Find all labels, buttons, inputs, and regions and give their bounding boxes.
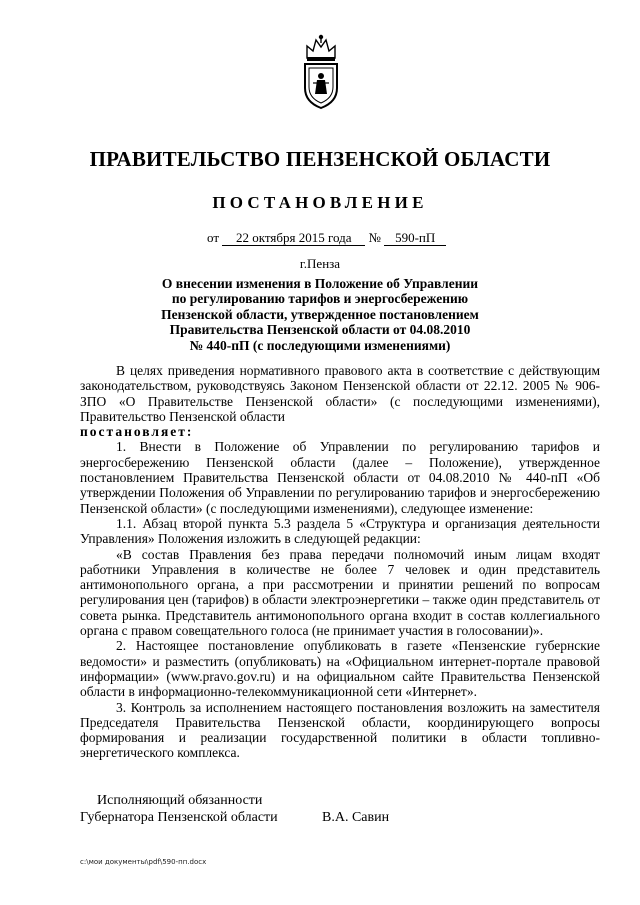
document-heading bbox=[120, 276, 520, 353]
signatory-title-line2: Губернатора Пензенской области bbox=[80, 810, 278, 825]
heading-line: № 440-пП (с последующими изменениями) bbox=[189, 337, 451, 353]
document-number: 590-пП bbox=[384, 230, 446, 246]
heading-line: Правительства Пензенской области от 04.08.2010 bbox=[169, 322, 471, 338]
paragraph-3: 3. Контроль за исполнением настоящего постановления возложить на заместителя Председателя Правительства Пензенской области, координирующего вопросы формирования и реализации государственной политики в области топливно-энергетического комплекса. bbox=[80, 699, 600, 761]
coat-of-arms-icon bbox=[299, 32, 343, 110]
signatory-title-line1: Исполняющий обязанности bbox=[97, 793, 263, 808]
date-prefix: от bbox=[207, 230, 220, 245]
heading-line: Пензенской области, утвержденное постановлением bbox=[161, 306, 479, 322]
signatory-name: В.А. Савин bbox=[322, 810, 390, 825]
document-body bbox=[80, 363, 600, 761]
date-number-line bbox=[207, 230, 446, 246]
paragraph-2: 2. Настоящее постановление опубликовать в газете «Пензенские губернские ведомости» и разместить (опубликовать) на «Официальном интернет-портале правовой информации» (www.pravo.gov.ru) и на официальном сайте Правительства Пензенской области в информационно-телекоммуникационной сети «Интернет». bbox=[80, 638, 600, 700]
government-title: ПРАВИТЕЛЬСТВО ПЕНЗЕНСКОЙ ОБЛАСТИ bbox=[89, 147, 551, 171]
resolution-word: постановляет: bbox=[80, 424, 194, 440]
intro-paragraph: В целях приведения нормативного правового акта в соответствие с действующим законодательством, руководствуясь Законом Пензенской области от 22.12. 2005 № 906-ЗПО «О Правительстве Пензенской области» (с последующими изменениями), Правительство Пензенской области bbox=[80, 363, 600, 424]
document-date: 22 октября 2015 года bbox=[222, 230, 365, 246]
document-type: ПОСТАНОВЛЕНИЕ bbox=[212, 193, 428, 212]
number-sign: № bbox=[368, 230, 381, 245]
paragraph-1: 1. Внести в Положение об Управлении по регулированию тарифов и энергосбережению Пензенской области (далее – Положение), утвержденное постановлением Правительства Пензенской области от 04.08.2010 № 440-пП «Об утверждении Положения об Управлении по регулированию тарифов и энергосбережению Пензенской области» (с последующими изменениями), следующее изменение: bbox=[80, 439, 600, 516]
heading-line: по регулированию тарифов и энергосбережению bbox=[171, 291, 469, 307]
city: г.Пенза bbox=[299, 256, 341, 271]
file-path: c:\мои документы\pdf\590-пп.docx bbox=[80, 858, 207, 866]
quoted-text: «В состав Правления без права передачи полномочий иным лицам входят работники Управления в количестве не более 7 человек и один представитель антимонопольного органа, а при рассмотрении и принятии решений по вопросам регулирования цен (тарифов) в области электроэнергетики – также один представитель от совета рынка. Представитель антимонопольного органа входит в состав коллегиального органа с правом совещательного голоса (не принимает участия в голосовании)». bbox=[80, 546, 600, 639]
paragraph-1-1: 1.1. Абзац второй пункта 5.3 раздела 5 «Структура и организация деятельности Управления» Положения изложить в следующей редакции: bbox=[80, 515, 600, 547]
heading-line: О внесении изменения в Положение об Управлении bbox=[161, 276, 479, 291]
